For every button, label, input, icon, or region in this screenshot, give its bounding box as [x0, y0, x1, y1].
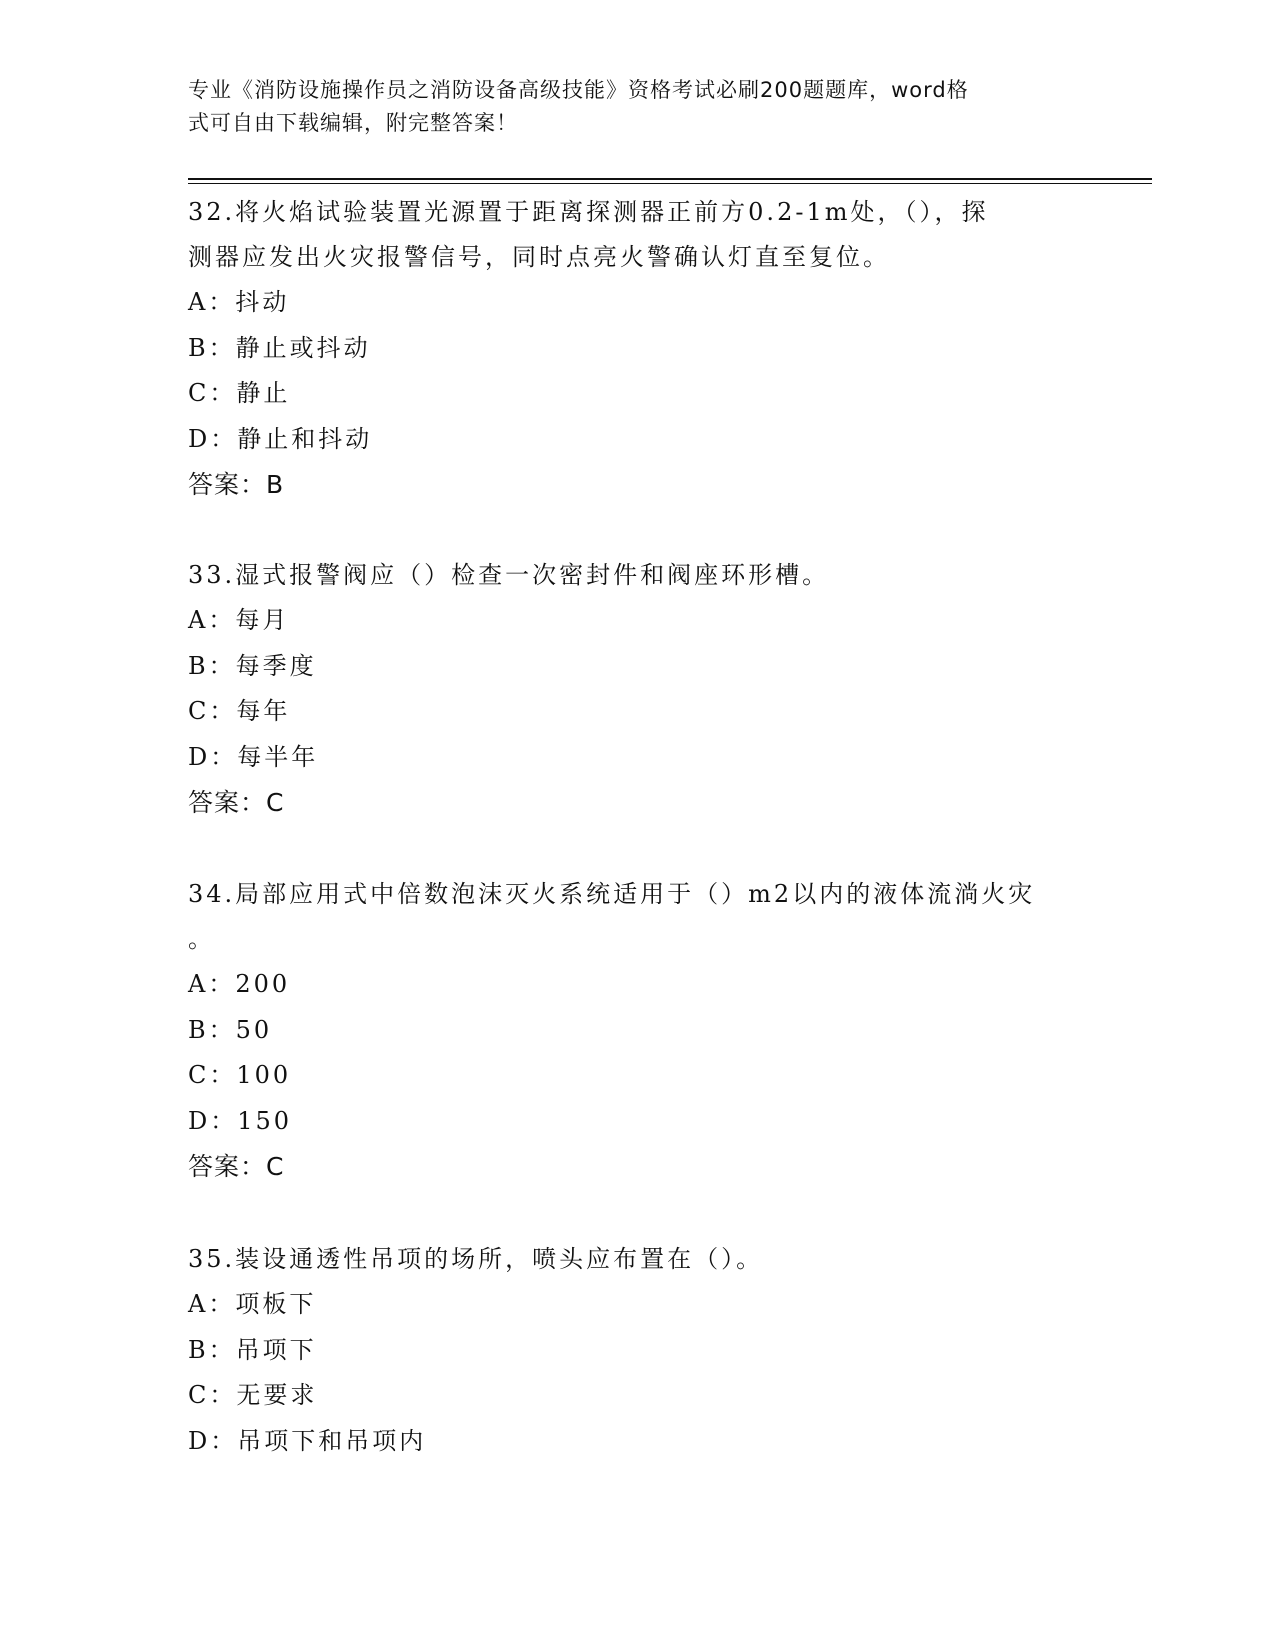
- question-35: [188, 1237, 1088, 1464]
- answer-label: 答案：C: [188, 1152, 285, 1181]
- question-stem: [188, 190, 1088, 280]
- header-divider-thin: [188, 183, 1152, 184]
- option-a: A：每月: [188, 606, 290, 634]
- header-line-1: 专业《消防设施操作员之消防设备高级技能》资格考试必刷200题题库，word格: [188, 78, 969, 102]
- option-c: C：每年: [188, 697, 291, 725]
- question-stem-line: 32.将火焰试验装置光源置于距离探测器正前方0.2-1m处，（），探: [188, 198, 989, 226]
- question-stem-line: 33.湿式报警阀应（）检查一次密封件和阀座环形槽。: [188, 561, 830, 589]
- answer-label: 答案：B: [188, 470, 285, 499]
- option-b: B：静止或抖动: [188, 333, 371, 362]
- question-stem-line: 35.装设通透性吊项的场所，喷头应布置在（）。: [188, 1245, 764, 1273]
- option-b: B：每季度: [188, 651, 317, 680]
- option-c: C：100: [188, 1061, 292, 1089]
- question-stem: [188, 872, 1088, 962]
- option-c: C：无要求: [188, 1381, 318, 1409]
- question-33: [188, 553, 1088, 825]
- option-d: D：吊项下和吊项内: [188, 1426, 427, 1455]
- question-32: [188, 190, 1088, 507]
- option-d: D：静止和抖动: [188, 424, 373, 453]
- question-stem-line: 。: [188, 925, 215, 953]
- option-a: A：项板下: [188, 1290, 317, 1318]
- question-34: [188, 872, 1088, 1189]
- question-stem: [188, 1237, 1088, 1282]
- option-b: B：50: [188, 1015, 273, 1044]
- option-c: C：静止: [188, 379, 291, 407]
- option-d: D：每半年: [188, 742, 319, 771]
- option-a: A：200: [188, 970, 291, 998]
- document-header: [188, 74, 1088, 140]
- option-b: B：吊项下: [188, 1335, 317, 1364]
- header-line-2: 式可自由下载编辑，附完整答案！: [188, 111, 518, 135]
- answer-label: 答案：C: [188, 788, 285, 817]
- question-stem-line: 测器应发出火灾报警信号，同时点亮火警确认灯直至复位。: [188, 243, 890, 271]
- option-a: A：抖动: [188, 288, 290, 316]
- option-d: D：150: [188, 1106, 293, 1135]
- header-divider-thick: [188, 178, 1152, 180]
- question-stem: [188, 553, 1088, 598]
- question-stem-line: 34.局部应用式中倍数泡沫灭火系统适用于（）m2以内的液体流淌火灾: [188, 880, 1036, 908]
